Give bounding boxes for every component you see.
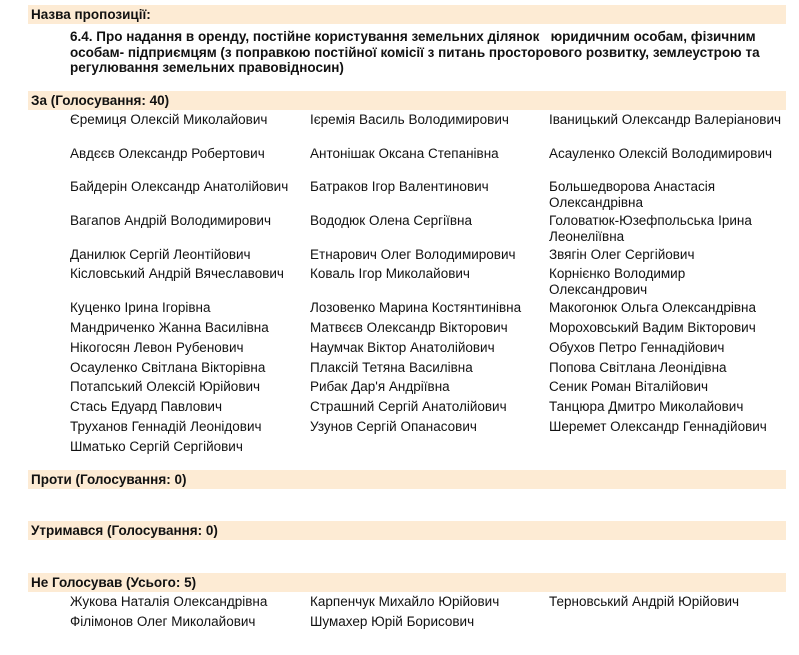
voter-name: Карпенчук Михайло Юрійович: [310, 594, 500, 609]
voter-name: Страшний Сергій Анатолійович: [310, 399, 507, 414]
voter-name: Асауленко Олексій Володимирович: [549, 146, 773, 161]
voter-name: Філімонов Олег Миколайович: [70, 614, 256, 629]
voter-name: Наумчак Віктор Анатолійович: [310, 340, 495, 355]
voter-name: Лозовенко Марина Костянтинівна: [310, 300, 522, 315]
voter-name: Плаксій Тетяна Василівна: [310, 360, 473, 375]
voter-name: Антонішак Оксана Степанівна: [310, 146, 499, 161]
voter-name: Мандриченко Жанна Василівна: [70, 320, 269, 335]
voter-name: Потапський Олексій Юрійович: [70, 379, 261, 394]
against-section-header: Проти (Голосування: 0): [28, 470, 786, 489]
voter-name: Етнарович Олег Володимирович: [310, 247, 516, 262]
voter-name: Шумахер Юрій Борисович: [310, 614, 475, 629]
voter-name: Кісловський Андрій Вячеславович: [70, 266, 284, 281]
proposal-text: 6.4. Про надання в оренду, постійне користування земельних ділянок юридичним особам, фізичним особам- підприємцям (з поправкою постійної комісії з питань просторового розвитку, землеустрою та регулювання земельних правовідносин): [70, 29, 764, 75]
voter-name: Корнієнко Володимир Олександрович: [549, 266, 686, 297]
voter-name: Осауленко Світлана Вікторівна: [70, 360, 266, 375]
voter-name: Куценко Ірина Ігорівна: [70, 300, 211, 315]
voter-name: Сеник Роман Віталійович: [549, 379, 709, 394]
voter-name: Жукова Наталія Олександрівна: [70, 594, 268, 609]
voter-name: Терновський Андрій Юрійович: [549, 594, 740, 609]
proposal-name-label: Назва пропозиції:: [28, 5, 786, 24]
voter-name: Обухов Петро Геннадійович: [549, 340, 725, 355]
voter-name: Звягін Олег Сергійович: [549, 247, 695, 262]
voter-name: Єремиця Олексій Миколайович: [70, 112, 268, 127]
voter-name: Узунов Сергій Опанасович: [310, 419, 477, 434]
voter-name: Шматько Сергій Сергійович: [70, 439, 243, 454]
voter-name: Іваницький Олександр Валеріанович: [549, 112, 782, 127]
voter-name: Байдерін Олександр Анатолійович: [70, 179, 289, 194]
voter-name: Танцюра Дмитро Миколайович: [549, 399, 744, 414]
voter-name: Данилюк Сергій Леонтійович: [70, 247, 251, 262]
voter-name: Авдєєв Олександр Робертович: [70, 146, 265, 161]
for-section-header: За (Голосування: 40): [28, 91, 786, 110]
abstained-section-header: Утримався (Голосування: 0): [28, 521, 786, 540]
voter-name: Коваль Ігор Миколайович: [310, 266, 470, 281]
voter-name: Головатюк-Юзефпольська Ірина Леонеліївна: [549, 213, 752, 244]
voter-name: Труханов Геннадій Леонідович: [70, 419, 262, 434]
voter-name: Рибак Дар'я Андріївна: [310, 379, 450, 394]
voter-name: Шеремет Олександр Геннадійович: [549, 419, 767, 434]
voter-name: Матвєєв Олександр Вікторович: [310, 320, 508, 335]
voter-name: Нікогосян Левон Рубенович: [70, 340, 244, 355]
voter-name: Ієремія Василь Володимирович: [310, 112, 509, 127]
voter-name: Макогонюк Ольга Олександрівна: [549, 300, 757, 315]
voter-name: Вододюк Олена Сергіївна: [310, 213, 472, 228]
not-voted-section-header: Не Голосував (Усього: 5): [28, 573, 786, 592]
voter-name: Вагапов Андрій Володимирович: [70, 213, 271, 228]
voter-name: Мороховський Вадим Вікторович: [549, 320, 756, 335]
voter-name: Стась Едуард Павлович: [70, 399, 222, 414]
voter-name: Батраков Ігор Валентинович: [310, 179, 489, 194]
voter-name: Попова Світлана Леонідівна: [549, 360, 727, 375]
voter-name: Большедворова Анастасія Олександрівна: [549, 179, 716, 210]
